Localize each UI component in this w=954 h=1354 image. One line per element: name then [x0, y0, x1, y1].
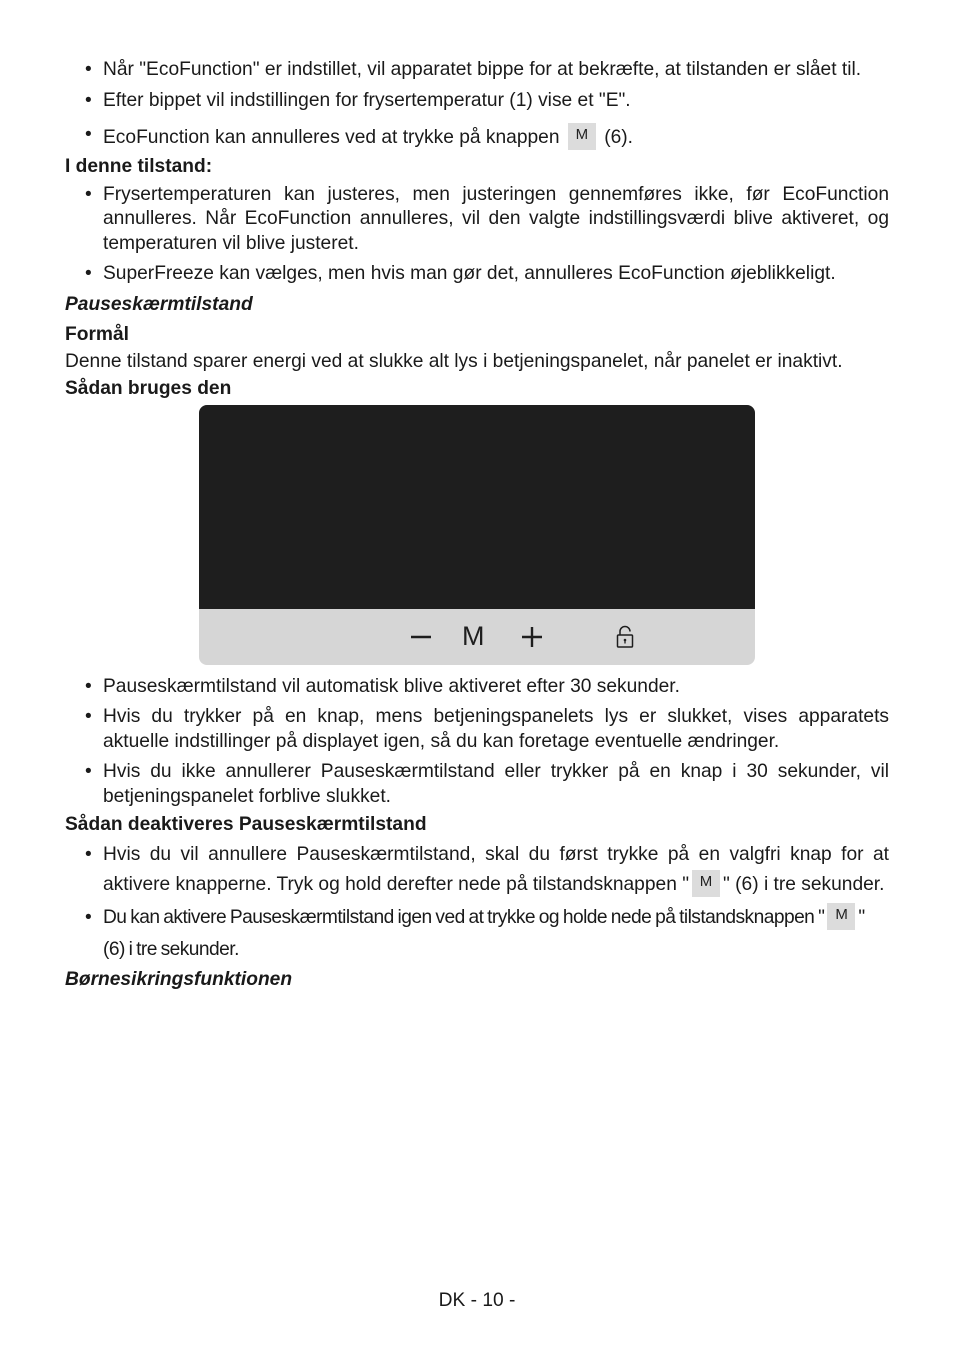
- list-item-text: (6).: [598, 127, 633, 148]
- eco-bullets: [65, 58, 889, 151]
- list-item-text: EcoFunction kan annulleres ved at trykke på knappen: [103, 127, 560, 148]
- list-item: • Hvis du ikke annullerer Pauseskærmtilstand eller trykker på en knap i 30 sekunder, vil betjeningspanelet forblive slukket.: [65, 760, 889, 809]
- list-item-text: Du kan aktivere Pauseskærmtilstand igen ved at trykke og holde nede på tilstandsknappen ": [103, 907, 825, 928]
- minus-icon: [409, 625, 433, 649]
- list-item: • Når "EcoFunction" er indstillet, vil apparatet bippe for at bekræfte, at tilstanden er slået til.: [65, 58, 889, 83]
- paragraph: Denne tilstand sparer energi ved at slukke alt lys i betjeningspanelet, når panelet er inaktivt.: [65, 350, 843, 372]
- page-number: DK - 10 -: [438, 1290, 516, 1311]
- subheading: Sådan deaktiveres Pauseskærmtilstand: [65, 814, 427, 835]
- mode-key-icon: M: [827, 903, 855, 930]
- mode-key-icon: M: [692, 870, 720, 897]
- display-screen: [199, 405, 755, 609]
- usage-bullets: [65, 675, 889, 810]
- list-item-text: " (6) i tre sekunder.: [723, 874, 885, 895]
- section-heading: Børnesikringsfunktionen: [65, 969, 293, 990]
- list-item-text: Hvis du vil annullere Pauseskærmtilstand, skal du først trykke på en valgfri knap for at aktivere knapperne. Tryk og hold derefter nede på tilstandsknappen ": [103, 844, 889, 895]
- mode-button-label: M: [462, 620, 485, 651]
- section-heading: Pauseskærmtilstand: [65, 293, 253, 315]
- subheading: Formål: [65, 323, 129, 345]
- control-button-bar: [199, 609, 755, 665]
- list-item: [65, 902, 889, 966]
- list-item: • Frysertemperaturen kan justeres, men justeringen gennemføres ikke, før EcoFunction annulleres. Når EcoFunction annulleres, vil den valgte indstillingsværdi blive aktiveret, og temperaturen vil blive justeret.: [65, 183, 889, 257]
- list-item: [65, 123, 889, 151]
- deactivate-bullets: [65, 840, 889, 966]
- subheading: Sådan bruges den: [65, 377, 232, 399]
- list-item: • Hvis du trykker på en knap, mens betjeningspanelets lys er slukket, vises apparatets aktuelle indstillinger på displayet igen, så du kan foretage eventuelle ændringer.: [65, 705, 889, 754]
- section-heading: I denne tilstand:: [65, 155, 213, 177]
- lock-icon: [615, 625, 635, 649]
- list-item: • SuperFreeze kan vælges, men hvis man gør det, annulleres EcoFunction øjeblikkeligt.: [65, 262, 889, 287]
- mode-key-icon: M: [568, 123, 596, 150]
- control-panel-illustration: [199, 405, 755, 665]
- mode-bullets: [65, 183, 889, 287]
- plus-icon: [520, 625, 544, 649]
- list-item: [65, 840, 889, 900]
- list-item: • Pauseskærmtilstand vil automatisk blive aktiveret efter 30 sekunder.: [65, 675, 889, 700]
- list-item-text: " (6) i tre sekunder.: [103, 907, 865, 960]
- list-item: • Efter bippet vil indstillingen for frysertemperatur (1) vise et "E".: [65, 89, 889, 114]
- manual-page: [65, 58, 889, 992]
